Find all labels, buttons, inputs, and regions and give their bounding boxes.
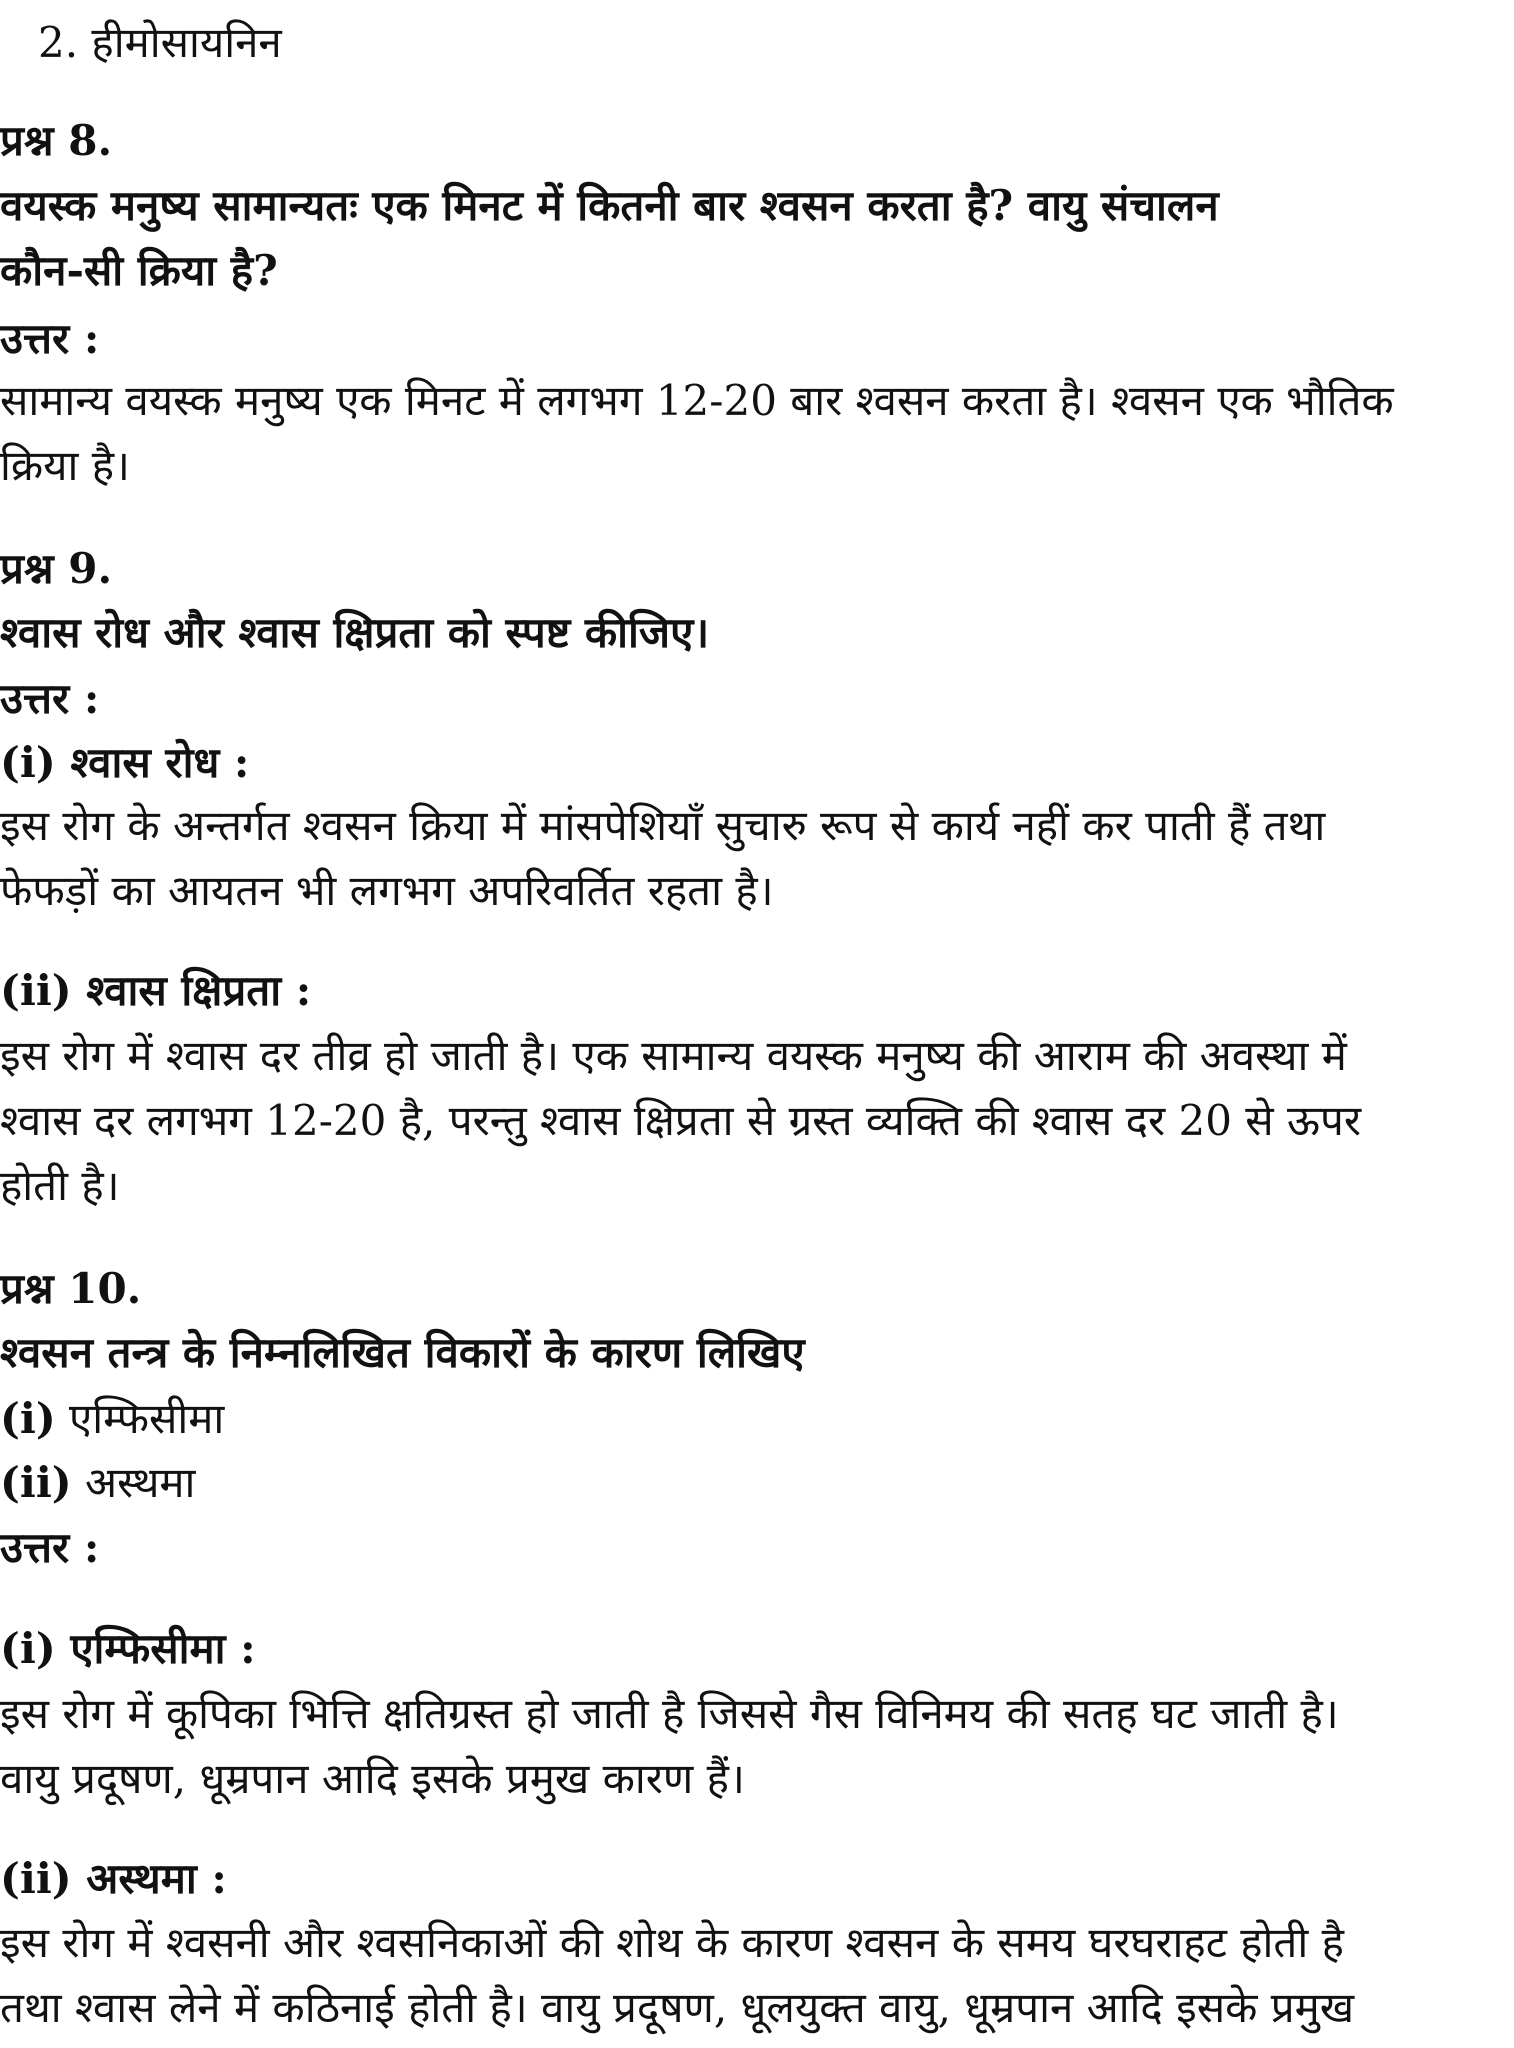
question-9-part-2-line-1: इस रोग में श्वास दर तीव्र हो जाती है। एक सामान्य वयस्क मनुष्य की आराम की अवस्था में [0,1031,1347,1080]
question-10-part-1-line-2: वायु प्रदूषण, धूम्रपान आदि इसके प्रमुख कारण हैं। [0,1754,745,1803]
question-10-text: श्वसन तन्त्र के निम्नलिखित विकारों के कारण लिखिए [0,1328,805,1377]
question-10-answer-label: उत्तर : [0,1523,100,1572]
question-8-answer-label: उत्तर : [0,314,100,363]
question-9-part-1-line-2: फेफड़ों का आयतन भी लगभग अपरिवर्तित रहता है। [0,866,774,915]
question-10-part-2-line-1: इस रोग में श्वसनी और श्वसनिकाओं की शोथ के कारण श्वसन के समय घरघराहट होती है [0,1918,1344,1967]
option-1-text: एम्फिसीमा [55,1394,225,1443]
question-10-part-2-heading: (ii) अस्थमा : [0,1854,227,1903]
option-2-text: अस्थमा [71,1458,196,1507]
option-2-number: (ii) [0,1458,72,1507]
question-10-option-1 [0,1394,225,1443]
question-9-text: श्वास रोध और श्वास क्षिप्रता को स्पष्ट कीजिए। [0,608,710,657]
question-8-answer-line-2: क्रिया है। [0,441,130,490]
question-9-part-1-heading: (i) श्वास रोध : [0,738,250,787]
question-10-part-1-heading: (i) एम्फिसीमा : [0,1624,256,1673]
question-8-text-line-2: कौन-सी क्रिया है? [0,246,278,295]
list-item-hemocyanin: 2. हीमोसायनिन [38,18,282,67]
option-1-number: (i) [0,1394,56,1443]
question-9-answer-label: उत्तर : [0,674,100,723]
question-9-part-2-heading: (ii) श्वास क्षिप्रता : [0,966,312,1015]
question-10-option-2 [0,1458,196,1507]
question-9-part-1-line-1: इस रोग के अन्तर्गत श्वसन क्रिया में मांसपेशियाँ सुचारु रूप से कार्य नहीं कर पाती हैं तथा [0,801,1326,850]
question-8-label: प्रश्न 8. [0,116,113,165]
question-8-answer-line-1: सामान्य वयस्क मनुष्य एक मिनट में लगभग 12-20 बार श्वसन करता है। श्वसन एक भौतिक [0,376,1394,425]
question-8-text-line-1: वयस्क मनुष्य सामान्यतः एक मिनट में कितनी बार श्वसन करता है? वायु संचालन [0,181,1219,230]
question-10-part-2-line-2: तथा श्वास लेने में कठिनाई होती है। वायु प्रदूषण, धूलयुक्त वायु, धूम्रपान आदि इसके प्रमुख [0,1983,1355,2032]
question-9-part-2-line-3: होती है। [0,1161,120,1210]
question-9-label: प्रश्न 9. [0,544,113,593]
question-10-label: प्रश्न 10. [0,1264,142,1313]
question-9-part-2-line-2: श्वास दर लगभग 12-20 है, परन्तु श्वास क्षिप्रता से ग्रस्त व्यक्ति की श्वास दर 20 से ऊपर [0,1096,1362,1145]
question-10-part-1-line-1: इस रोग में कूपिका भित्ति क्षतिग्रस्त हो जाती है जिससे गैस विनिमय की सतह घट जाती है। [0,1689,1339,1738]
